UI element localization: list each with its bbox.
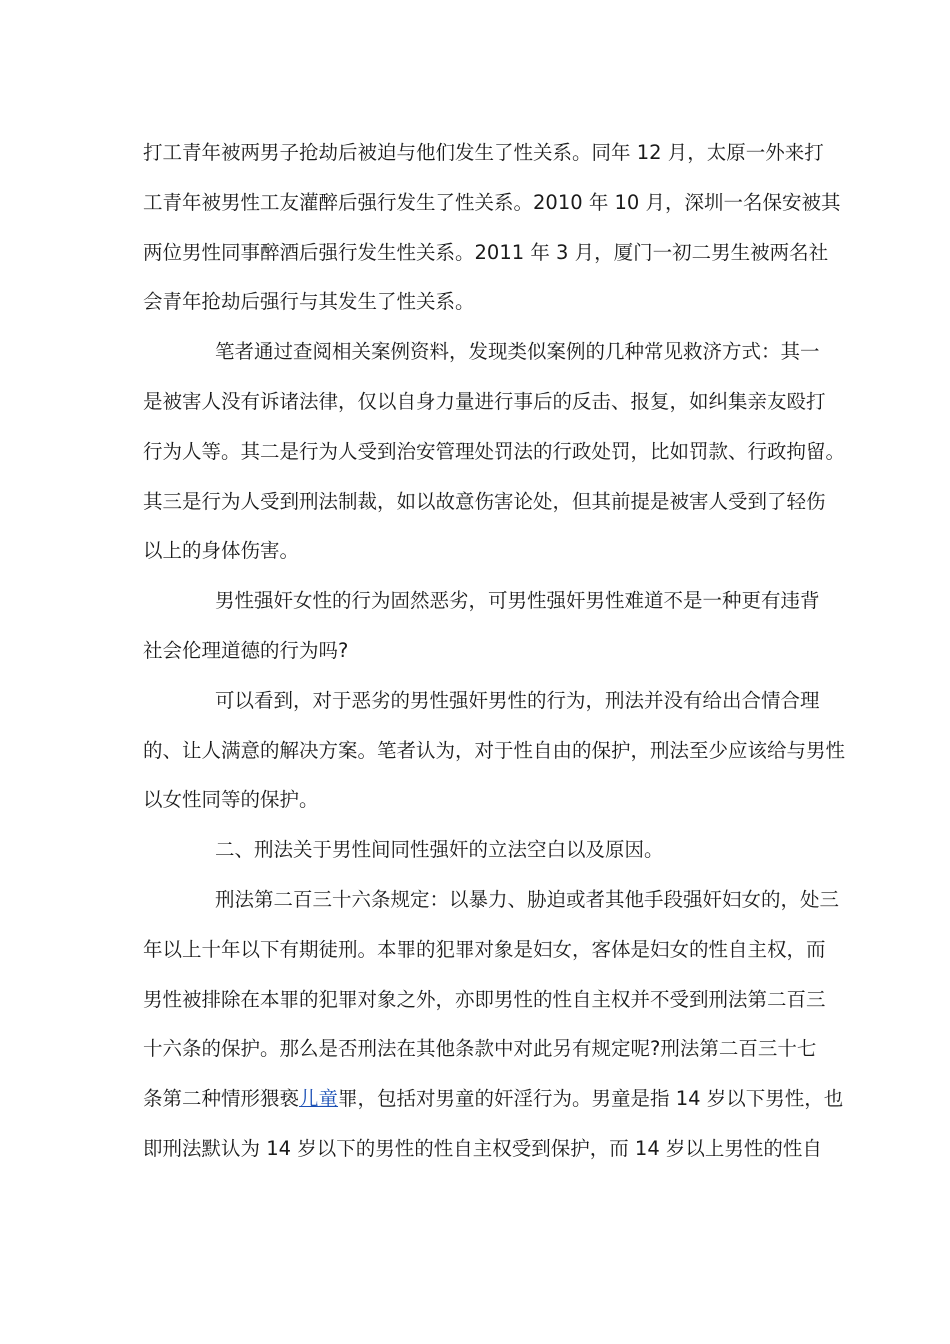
text-line: 两位男性同事醉酒后强行发生性关系。2011 年 3 月，厦门一初二男生被两名社 (143, 240, 829, 264)
text-line: 其三是行为人受到刑法制裁，如以故意伤害论处，但其前提是被害人受到了轻伤 (143, 489, 826, 513)
text-line: 十六条的保护。那么是否刑法在其他条款中对此另有规定呢?刑法第二百三十七 (143, 1037, 817, 1061)
text-line-with-link (143, 1074, 844, 1124)
paragraph-first-line: 刑法第二百三十六条规定：以暴力、胁迫或者其他手段强奸妇女的，处三 (215, 887, 840, 911)
text-line: 年以上十年以下有期徒刑。本罪的犯罪对象是妇女，客体是妇女的性自主权，而 (143, 937, 826, 961)
text-line: 是被害人没有诉诸法律，仅以自身力量进行事后的反击、报复，如纠集亲友殴打 (143, 389, 826, 413)
text-segment: 条第二种情形猥亵 (143, 1087, 300, 1111)
text-line: 以女性同等的保护。 (143, 788, 319, 812)
text-line: 工青年被男性工友灌醉后强行发生了性关系。2010 年 10 月，深圳一名保安被其 (143, 190, 841, 214)
section-heading: 二、刑法关于男性间同性强奸的立法空白以及原因。 (215, 838, 664, 862)
paragraph-first-line: 笔者通过查阅相关案例资料，发现类似案例的几种常见救济方式：其一 (215, 340, 820, 364)
text-line: 男性被排除在本罪的犯罪对象之外，亦即男性的性自主权并不受到刑法第二百三 (143, 987, 826, 1011)
paragraph-first-line: 男性强奸女性的行为固然恶劣，可男性强奸男性难道不是一种更有违背 (215, 589, 820, 613)
text-line: 即刑法默认为 14 岁以下的男性的性自主权受到保护，而 14 岁以上男性的性自 (143, 1136, 822, 1160)
text-line: 打工青年被两男子抢劫后被迫与他们发生了性关系。同年 12 月，太原一外来打 (143, 141, 824, 164)
children-link[interactable]: 儿童 (299, 1087, 339, 1111)
text-line: 会青年抢劫后强行与其发生了性关系。 (143, 290, 475, 314)
text-line: 以上的身体伤害。 (143, 539, 300, 563)
paragraph-first-line: 可以看到，对于恶劣的男性强奸男性的行为，刑法并没有给出合情合理 (215, 688, 820, 712)
text-segment: 罪，包括对男童的奸淫行为。男童是指 14 岁以下男性，也 (338, 1087, 844, 1111)
text-line: 社会伦理道德的行为吗? (143, 638, 349, 662)
text-line: 行为人等。其二是行为人受到治安管理处罚法的行政处罚，比如罚款、行政拘留。 (143, 439, 846, 463)
text-line: 的、让人满意的解决方案。笔者认为，对于性自由的保护，刑法至少应该给与男性 (143, 738, 846, 762)
document-body (143, 128, 846, 1174)
